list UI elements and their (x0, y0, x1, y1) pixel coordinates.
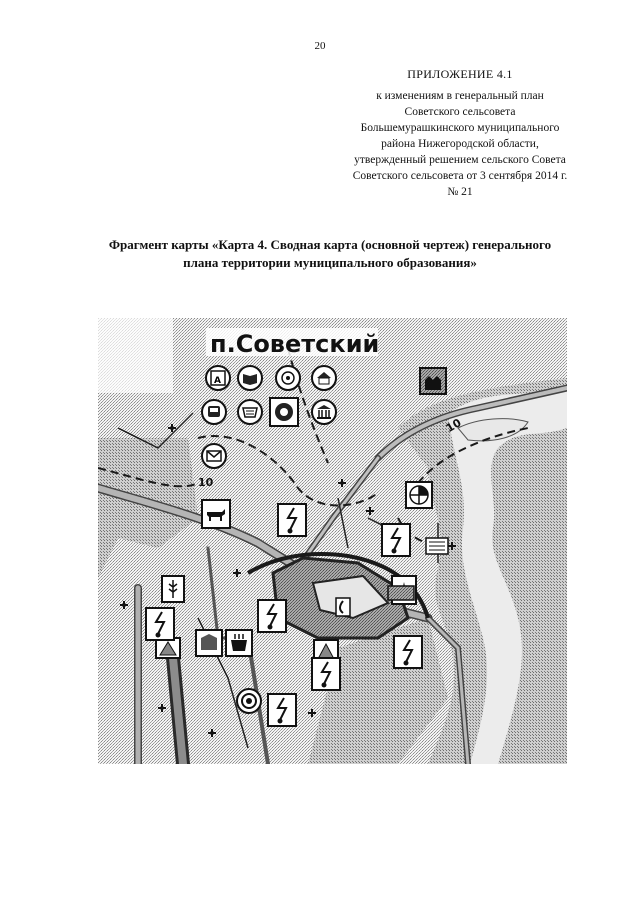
library-icon (238, 366, 262, 390)
power-substation-icon (312, 658, 340, 690)
power-substation-icon (268, 694, 296, 726)
monument-icon (406, 482, 432, 508)
map-fragment (98, 318, 567, 764)
svg-text:A: A (214, 376, 221, 386)
power-substation-icon (146, 608, 174, 640)
school-icon (206, 366, 230, 390)
power-substation-icon (382, 524, 410, 556)
administration-icon (312, 400, 336, 424)
power-substation-icon (278, 504, 306, 536)
map-heading-line-2: плана территории муниципального образования» (183, 255, 477, 270)
appendix-line: Большемурашкинского муниципального (360, 122, 560, 134)
power-substation-icon (258, 600, 286, 632)
settlement-label: п.Советский (210, 330, 380, 358)
grain-storage-icon (162, 576, 184, 602)
appendix-block (330, 66, 590, 200)
transport-icon (202, 400, 226, 424)
page-number: 20 (314, 40, 326, 52)
appendix-line: к изменениям в генеральный план (376, 90, 544, 102)
contour-label: 10 (198, 476, 214, 489)
stadium-icon (276, 366, 300, 390)
culture-house-icon (312, 366, 336, 390)
contour-label: 10 (443, 416, 464, 436)
sport-ground-icon (426, 538, 448, 554)
appendix-line: Советского сельсовета (404, 106, 516, 118)
appendix-line: района Нижегородской области, (381, 138, 539, 150)
white-corner (98, 318, 173, 393)
appendix-line: утвержденный решением сельского Совета (354, 154, 566, 166)
livestock-farm-icon (202, 500, 230, 528)
power-substation-icon (394, 636, 422, 668)
appendix-line: Советского сельсовета от 3 сентября 2014 г. (352, 170, 568, 182)
church-icon (420, 368, 446, 394)
appendix-title: ПРИЛОЖЕНИЕ 4.1 (407, 67, 513, 81)
post-office-icon (202, 444, 226, 468)
shop-icon (238, 400, 262, 424)
garage-icon (336, 598, 350, 616)
map-heading-line-1: Фрагмент карты «Карта 4. Сводная карта (основной чертеж) генерального (108, 237, 552, 252)
boiler-house-icon (196, 630, 222, 656)
appendix-line: № 21 (447, 186, 473, 198)
cafe-icon (226, 630, 252, 656)
warehouse-icon (388, 586, 414, 600)
pharmacy-icon (270, 398, 298, 426)
map-heading (60, 236, 600, 272)
cemetery-icon (237, 689, 261, 713)
